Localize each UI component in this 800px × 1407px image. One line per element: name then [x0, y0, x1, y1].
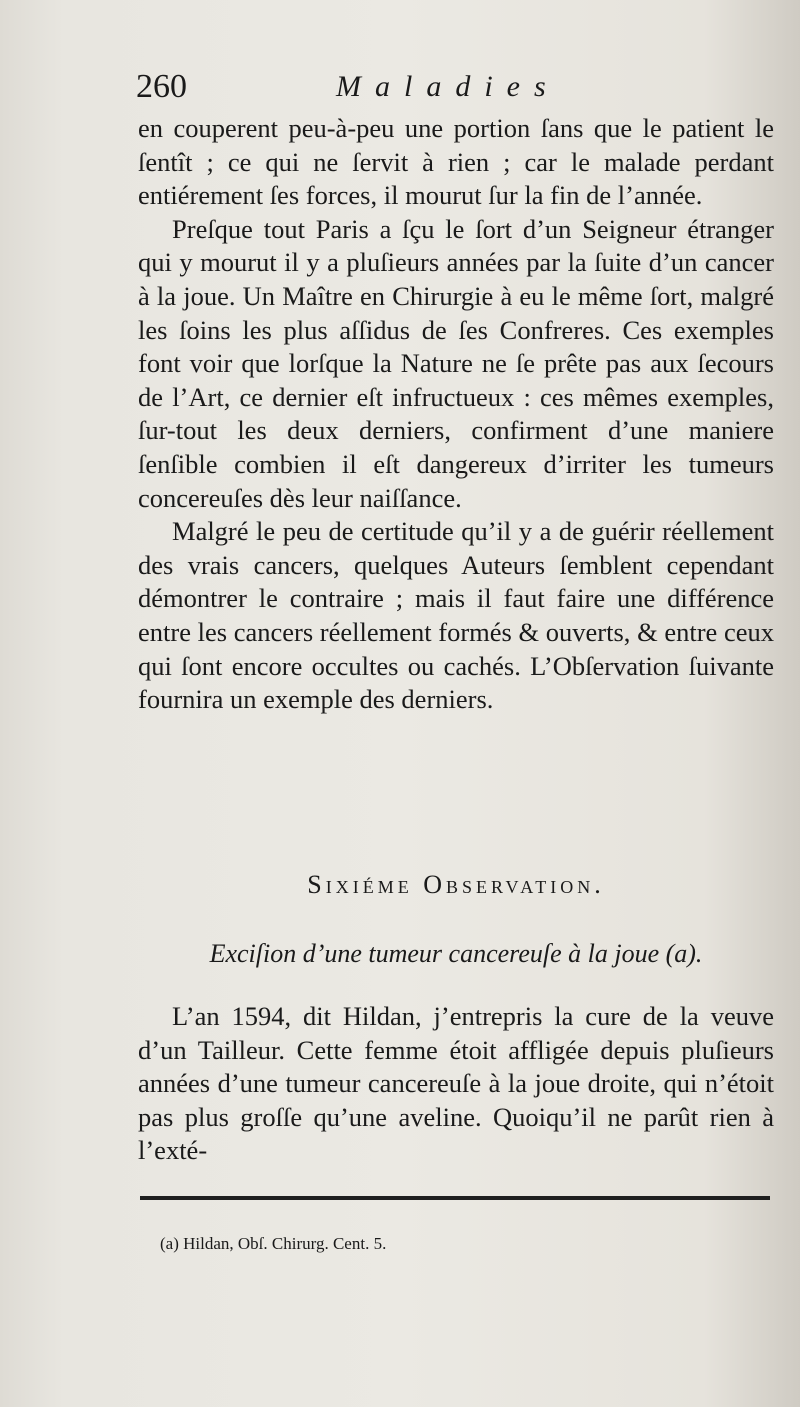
page-header: [136, 64, 776, 110]
running-head: Maladies: [336, 70, 560, 103]
paragraph: Malgré le peu de certitude qu’il y a de guérir réellement des vrais cancers, quelques Auteurs ſemblent cependant démontrer le contraire ; mais il faut faire une différence entre les cancers réellement formés & ouverts, & entre ceux qui ſont encore occultes ou cachés. L’Obſervation ſuivante fournira un exemple des derniers.: [138, 516, 774, 715]
paragraph: Preſque tout Paris a ſçu le ſort d’un Seigneur étranger qui y mourut il y a pluſieurs années par la ſuite d’un cancer à la joue. Un Maître en Chirurgie à eu le même ſort, malgré les ſoins les plus aſſidus de ſes Confreres. Ces exemples font voir que lorſque la Nature ne ſe prête pas aux ſecours de l’Art, ce dernier eſt infructueux : ces mêmes exemples, ſur-tout les deux derniers, confirment d’une maniere ſenſible combien il eſt dangereux d’irriter les tumeurs concereuſes dès leur naiſſance.: [138, 213, 774, 513]
page-number: 260: [136, 68, 187, 105]
body-text-bottom: [138, 1000, 774, 1168]
body-text-top: [138, 112, 774, 717]
paragraph-continuation: en couperent peu-à-peu une portion ſans que le patient le ſentît ; ce qui ne ſervit à rien ; car le malade perdant entiérement ſes forces, il mourut ſur la fin de l’année.: [138, 113, 774, 211]
section-subheading: Exciſion d’une tumeur cancereuſe à la joue (a).: [209, 939, 703, 968]
footnote-rule: [140, 1196, 770, 1200]
section-heading: Sixiéme Observation.: [307, 870, 605, 899]
footnote: (a) Hildan, Obſ. Chirurg. Cent. 5.: [160, 1234, 387, 1253]
paragraph: L’an 1594, dit Hildan, j’entrepris la cure de la veuve d’un Tailleur. Cette femme étoit affligée depuis pluſieurs années d’une tumeur cancereuſe à la joue droite, qui n’étoit pas plus groſſe qu’une aveline. Quoiqu’il ne parût rien à l’exté-: [138, 1001, 774, 1166]
